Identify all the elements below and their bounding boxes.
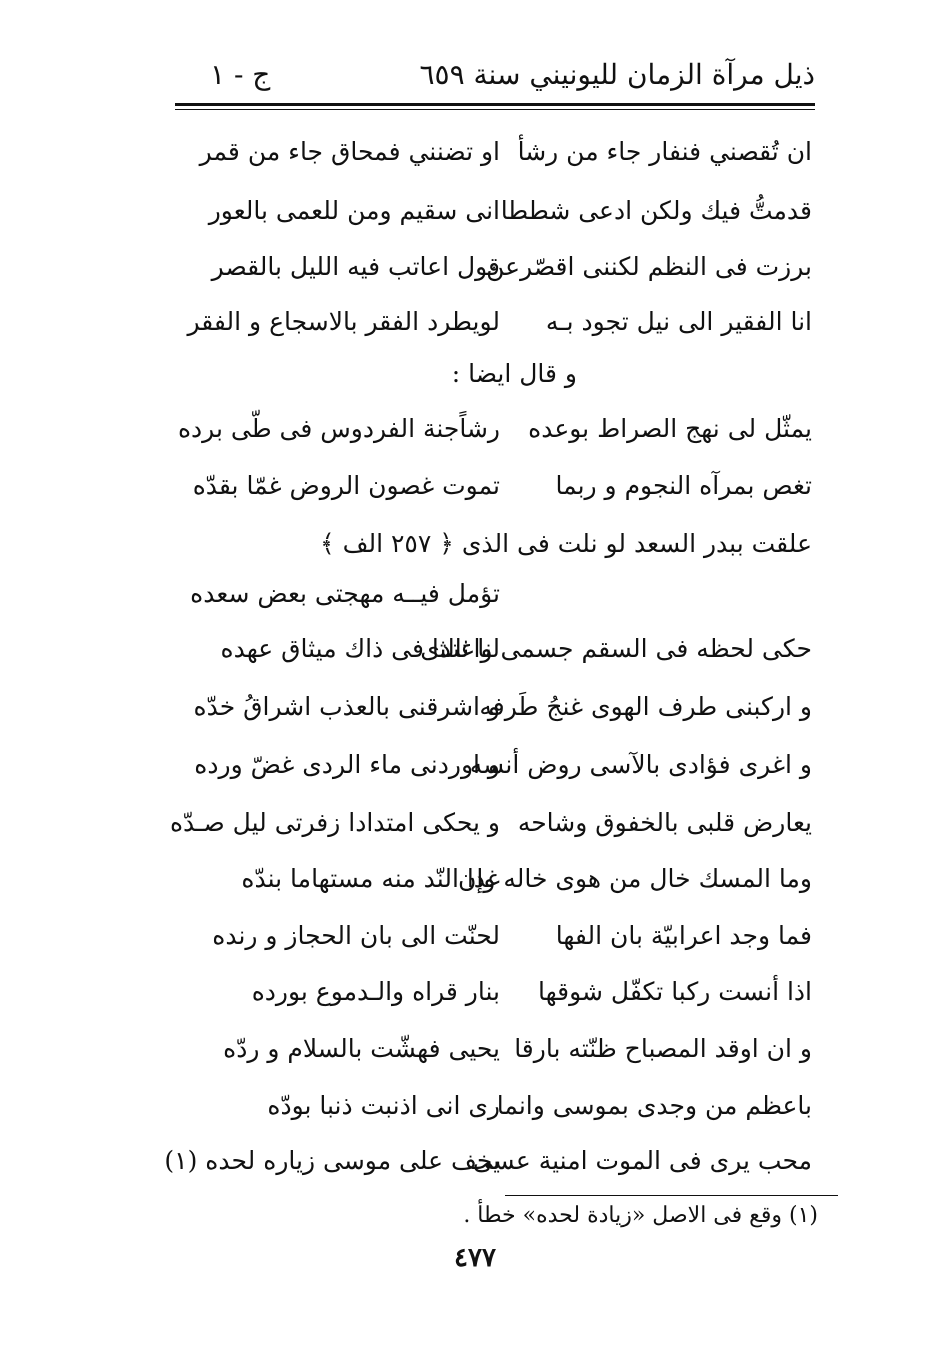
second-hemistich: رى انى اذنبت ذنبا بودّه: [267, 1091, 500, 1120]
verse-line: [200, 187, 822, 235]
second-hemistich: او تضنني فمحاق جاء من قمر: [199, 137, 500, 166]
first-hemistich: و ان اوقد المصباح ظنّته بارقا: [514, 1034, 812, 1063]
second-hemistich: لويطرد الفقر بالاسجاع و الفقر: [187, 307, 500, 336]
first-hemistich: يعارض قلبى بالخفوق وشاحه: [517, 808, 812, 837]
first-hemistich: يمثّل لى نهج الصراط بوعده: [528, 414, 812, 443]
header-rule: [175, 103, 815, 106]
first-hemistich: و اركبنى طرف الهوى غنجُ طَرفه: [479, 692, 812, 721]
verse-line: [194, 741, 822, 789]
first-hemistich: تغص بمرآه النجوم و ربما: [555, 471, 812, 500]
first-hemistich: محب يرى فى الموت امنية عسى: [472, 1146, 812, 1175]
second-hemistich: و يحكى امتدادا زفرتى ليل صـدّه: [169, 808, 500, 837]
first-hemistich: اذا أنست ركبا تكفّل شوقها: [538, 977, 812, 1006]
running-title: ذيل مرآة الزمان لليونيني سنة ٦٥٩: [419, 58, 815, 91]
first-hemistich: فما وجد اعرابيّة بان الفها: [555, 921, 812, 950]
verse-line: [164, 1137, 822, 1185]
verse-line: [200, 912, 822, 960]
intro-text: و قال ايضا :: [451, 359, 577, 388]
first-hemistich: باعظم من وجدى بموسى وانما: [496, 1091, 812, 1120]
second-hemistich: يحيى فهشّت بالسلام و ردّه: [223, 1034, 500, 1063]
second-hemistich: رشاًجنة الفردوس فى طّى برده: [177, 414, 500, 443]
second-hemistich: لنا ثالثا فى ذاك ميثاق عهده: [220, 634, 500, 663]
verse-line: [200, 128, 822, 176]
footnote: (١) وقع فى الاصل «زيادة لحده» خطأ .: [463, 1203, 818, 1228]
verse-line: [200, 520, 822, 568]
second-hemistich: قول اعاتب فيه الليل بالقصر: [211, 252, 500, 281]
header-rule-thin: [175, 109, 815, 110]
second-hemistich: لحنّت الى بان الحجاز و رنده: [212, 921, 500, 950]
footnote-rule: [505, 1195, 838, 1196]
second-hemistich: بنار قراه والـدموع بورده: [251, 977, 500, 1006]
page-number: ٤٧٧: [454, 1243, 496, 1273]
verse-line: [200, 625, 822, 673]
first-hemistich: انا الفقير الى نيل تجود بـه: [545, 307, 812, 336]
running-head: [175, 58, 815, 102]
second-hemistich: تؤمل فيــه مهجتى بعض سعده: [190, 579, 500, 608]
first-hemistich: برزت فى النظم لكننى اقصّرعن: [486, 252, 812, 281]
verse-line: [192, 462, 822, 510]
verse-line: [169, 799, 822, 847]
verse-line: [200, 1082, 822, 1130]
first-hemistich: حكى لحظه فى السقم جسمى واغتدى: [420, 634, 812, 663]
section-intro: [200, 350, 822, 398]
verse-line: [200, 968, 822, 1016]
verse-line: [177, 405, 822, 453]
second-hemistich: يخف على موسى زياره لحده (١): [164, 1146, 500, 1175]
second-hemistich: و اوردنى ماء الردى غضّ ورده: [194, 750, 500, 779]
first-hemistich: ان تُقصني فنفار جاء من رشأ: [517, 137, 812, 166]
verse-line: [193, 683, 822, 731]
verse-line: [200, 243, 822, 291]
verse-line: [200, 855, 822, 903]
verse-line: [187, 298, 822, 346]
part-number: ج - ١: [210, 58, 271, 91]
first-hemistich: و اغرى فؤادى بالآسى روض أنسه: [469, 750, 812, 779]
second-hemistich: غدا النّد منه مستهاما بندّه: [241, 864, 500, 893]
second-hemistich: انى سقيم ومن للعمى بالعور: [208, 196, 500, 225]
first-hemistich: وما المسك خال من هوى خاله وإن: [458, 864, 812, 893]
second-hemistich: تموت غصون الروض غمّا بقدّه: [192, 471, 500, 500]
second-hemistich: و اشرقنى بالعذب اشراقُ خدّه: [193, 692, 500, 721]
first-hemistich: علقت ببدر السعد لو نلت فى الذى ﴿ ٢٥٧ الف ﴾: [320, 529, 812, 558]
verse-line: [190, 570, 822, 618]
first-hemistich: قدمتُّ فيك ولكن ادعى شططا: [500, 196, 812, 225]
verse-line: [200, 1025, 822, 1073]
